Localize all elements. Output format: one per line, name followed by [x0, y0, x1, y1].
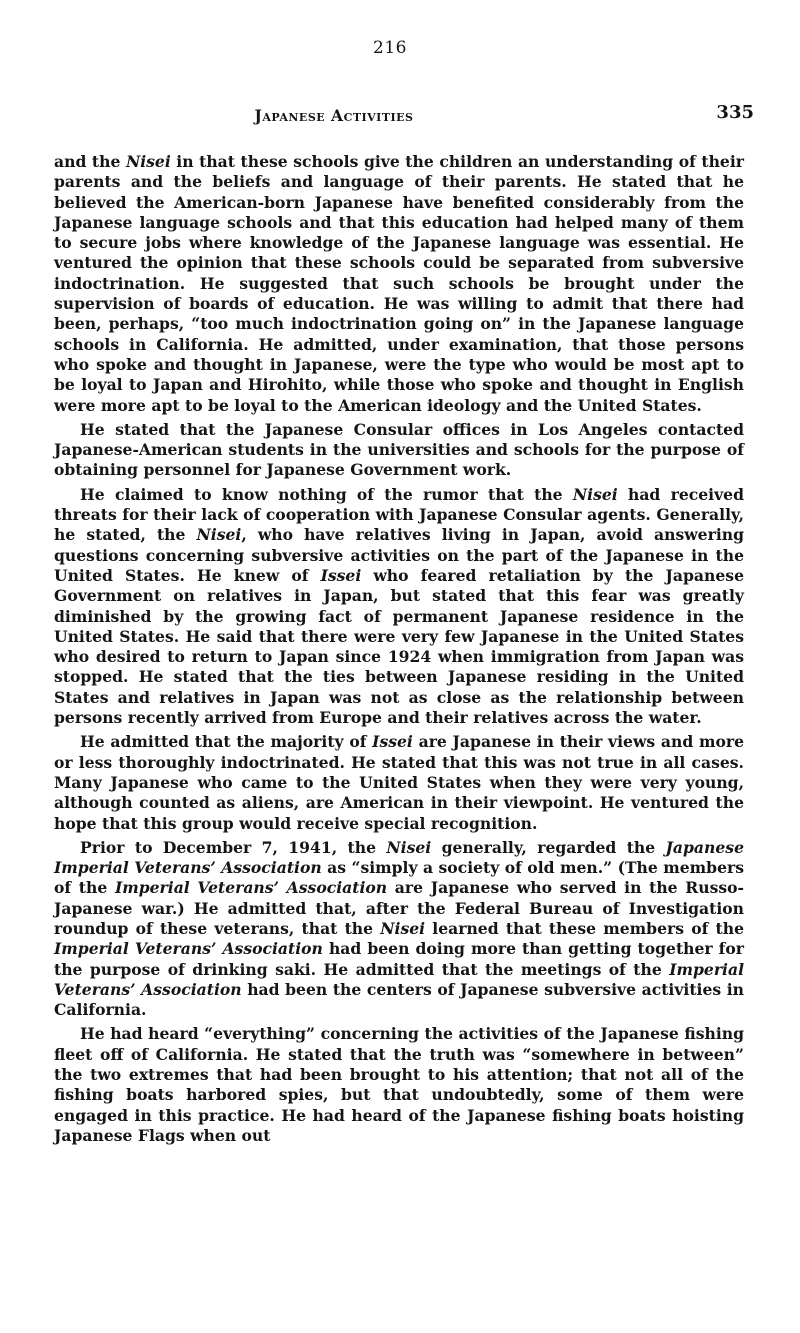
- italic-term: Nisei: [572, 484, 618, 504]
- italic-term: Imperial Veterans’ Association: [54, 939, 323, 959]
- running-head: [54, 102, 754, 130]
- paragraph: He had heard “everything” concerning the activities of the Japanese fishing fleet off of California. He stated that the truth was “somewhere in between” the two extremes that had been brought to his attention; that not all of the fishing boats harbored spies, but that undoubtedly, some of them were engaged in this practice. He had heard of the Japanese fishing boats hoisting Japanese Flags when out: [54, 1024, 744, 1145]
- running-head-title: Japanese Activities: [254, 106, 414, 125]
- paragraph: He admitted that the majority of Issei are Japanese in their views and more or less thoroughly indoctrinated. He stated that this was not true in all cases. Many Japanese who came to the United States when they were very young, although counted as aliens, are American in their viewpoint. He ventured the hope that this group would receive special recognition.: [54, 732, 744, 833]
- italic-term: Nisei: [125, 152, 171, 171]
- paragraph: He claimed to know nothing of the rumor that the Nisei had received threats for their lack of cooperation with Japanese Consular agents. Generally, he stated, the Nisei, who have relatives living in Japan, avoid answering questions concerning subversive activities on the part of the Japanese in the United States. He knew of Issei who feared retaliation by the Japanese Government on relatives in Japan, but stated that this fear was greatly diminished by the growing fact of permanent Japanese residence in the United States. He said that there were very few Japanese in the United States who desired to return to Japan since 1924 when immigration from Japan was stopped. He stated that the ties between Japanese residing in the United States and relatives in Japan was not as close as the relationship between persons recently arrived from Europe and their relatives across the water.: [54, 484, 744, 728]
- italic-term: Nisei: [196, 525, 242, 545]
- page-number: 216: [373, 38, 407, 58]
- running-head-page-number: 335: [716, 102, 754, 123]
- italic-term: Japanese Imperial Veterans’ Association: [54, 837, 744, 878]
- paragraph: and the Nisei in that these schools give the children an understanding of their parents and the beliefs and language of their parents. He stated that he believed the American-born Japanese have benefited considerably from the Japanese language schools and that this education had helped many of them to secure jobs where knowledge of the Japanese language was essential. He ventured the opinion that these schools could be separated from subversive indoctrination. He suggested that such schools be brought under the supervision of boards of education. He was willing to admit that there had been, perhaps, “too much indoctrination going on” in the Japanese language schools in California. He admitted, under examination, that those persons who spoke and thought in Japanese, were the type who would be most apt to be loyal to Japan and Hirohito, while those who spoke and thought in English were more apt to be loyal to the American ideology and the United States.: [54, 152, 744, 415]
- italic-term: Nisei: [386, 837, 432, 857]
- italic-term: Issei: [372, 732, 413, 752]
- body-text: [54, 152, 744, 1146]
- paragraph: He stated that the Japanese Consular offices in Los Angeles contacted Japanese-American students in the universities and schools for the purpose of obtaining personnel for Japanese Government work.: [54, 419, 744, 480]
- italic-term: Issei: [320, 565, 362, 585]
- paragraph: Prior to December 7, 1941, the Nisei generally, regarded the Japanese Imperial Veterans’ Association as “simply a society of old men.” (The members of the Imperial Veterans’ Association are Japanese who served in the Russo-Japanese war.) He admitted that, after the Federal Bureau of Investigation roundup of these veterans, that the Nisei learned that these members of the Imperial Veterans’ Association had been doing more than getting together for the purpose of drinking saki. He admitted that the meetings of the Imperial Veterans’ Association had been the centers of Japanese subversive activities in California.: [54, 837, 745, 1020]
- italic-term: Imperial Veterans’ Association: [114, 878, 388, 898]
- italic-term: Imperial Veterans’ Association: [54, 959, 744, 999]
- italic-term: Nisei: [380, 918, 426, 938]
